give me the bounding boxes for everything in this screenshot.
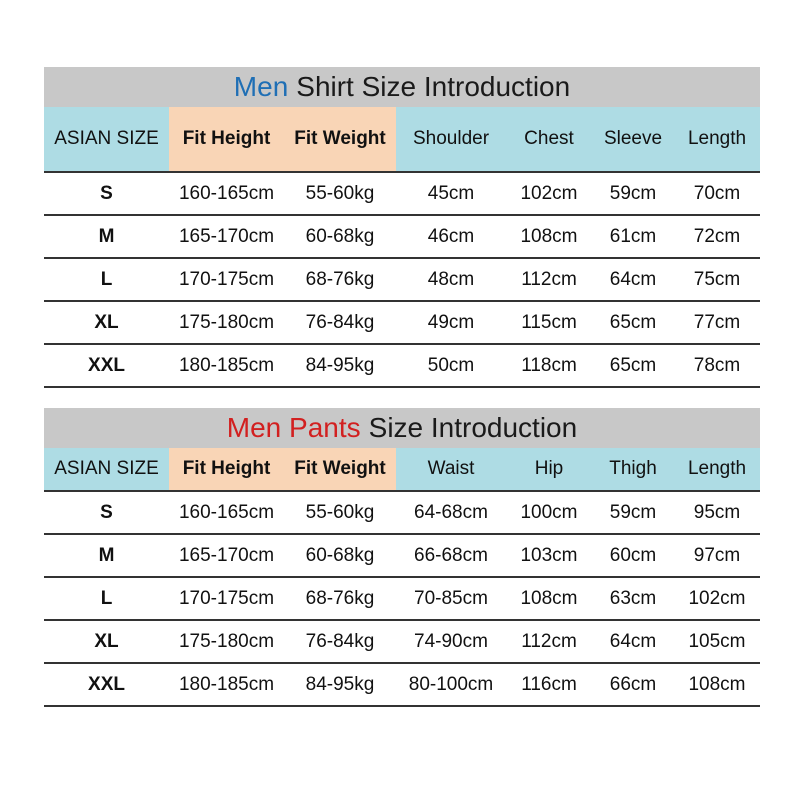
table-cell: 60cm bbox=[609, 544, 657, 566]
table-cell: 84-95kg bbox=[305, 673, 375, 695]
size-label: XXL bbox=[88, 673, 125, 695]
table-cell: 72cm bbox=[693, 225, 741, 247]
table-cell: 118cm bbox=[521, 354, 577, 376]
table-row bbox=[44, 216, 760, 259]
table-row bbox=[44, 621, 760, 664]
table-cell: 66cm bbox=[609, 673, 657, 695]
table-cell: 55-60kg bbox=[305, 501, 375, 523]
size-label: XL bbox=[94, 630, 119, 652]
table-cell: 46cm bbox=[427, 225, 475, 247]
table-cell: 100cm bbox=[520, 501, 578, 523]
table-cell: 74-90cm bbox=[414, 630, 488, 652]
table-cell: 65cm bbox=[609, 354, 657, 376]
table-cell: 180-185cm bbox=[178, 354, 275, 376]
measurement-header: Hip bbox=[534, 458, 564, 479]
table-row bbox=[44, 664, 760, 707]
size-label: M bbox=[98, 225, 115, 247]
table-cell: 64-68cm bbox=[414, 501, 488, 523]
shirt-title-rest: Shirt Size Introduction bbox=[296, 71, 571, 102]
table-cell: 60-68kg bbox=[305, 544, 375, 566]
table-cell: 102cm bbox=[688, 587, 746, 609]
table-cell: 97cm bbox=[693, 544, 741, 566]
table-cell: 160-165cm bbox=[178, 182, 275, 204]
measurement-header: Length bbox=[687, 128, 747, 149]
measurement-header: Length bbox=[687, 458, 747, 479]
measurement-header: Sleeve bbox=[603, 128, 663, 149]
pants-title-rest: Size Introduction bbox=[368, 412, 578, 443]
table-cell: 55-60kg bbox=[305, 182, 375, 204]
pants-header-row bbox=[44, 448, 760, 492]
table-cell: 175-180cm bbox=[178, 630, 275, 652]
table-cell: 70-85cm bbox=[414, 587, 488, 609]
table-row bbox=[44, 492, 760, 535]
shirt-size-table bbox=[44, 67, 760, 388]
table-cell: 77cm bbox=[693, 311, 741, 333]
table-row bbox=[44, 535, 760, 578]
table-cell: 102cm bbox=[520, 182, 578, 204]
table-cell: 68-76kg bbox=[305, 268, 375, 290]
measurement-header: Shoulder bbox=[412, 128, 490, 149]
table-cell: 115cm bbox=[521, 311, 577, 333]
fit-weight-header: Fit Weight bbox=[284, 107, 396, 171]
table-cell: 95cm bbox=[693, 501, 741, 523]
shirt-header-row bbox=[44, 107, 760, 173]
pants-table-title bbox=[44, 408, 760, 448]
table-cell: 160-165cm bbox=[178, 501, 275, 523]
size-label: M bbox=[98, 544, 115, 566]
table-cell: 103cm bbox=[520, 544, 578, 566]
table-cell: 170-175cm bbox=[178, 587, 275, 609]
table-cell: 49cm bbox=[427, 311, 475, 333]
table-cell: 175-180cm bbox=[178, 311, 275, 333]
table-row bbox=[44, 173, 760, 216]
table-cell: 180-185cm bbox=[178, 673, 275, 695]
table-row bbox=[44, 259, 760, 302]
fit-height-header: Fit Height bbox=[169, 448, 284, 490]
table-cell: 76-84kg bbox=[305, 630, 375, 652]
table-cell: 112cm bbox=[521, 268, 577, 290]
size-column-header: ASIAN SIZE bbox=[54, 458, 159, 479]
size-label: S bbox=[100, 501, 113, 523]
pants-rows bbox=[44, 492, 760, 707]
measurement-header: Thigh bbox=[609, 458, 657, 479]
table-cell: 75cm bbox=[693, 268, 741, 290]
table-cell: 64cm bbox=[609, 268, 657, 290]
table-cell: 59cm bbox=[609, 182, 657, 204]
table-cell: 108cm bbox=[520, 587, 578, 609]
table-cell: 61cm bbox=[609, 225, 657, 247]
size-label: L bbox=[100, 587, 113, 609]
table-cell: 116cm bbox=[521, 673, 577, 695]
shirt-rows bbox=[44, 173, 760, 388]
size-label: XXL bbox=[88, 354, 125, 376]
table-cell: 165-170cm bbox=[178, 225, 275, 247]
table-cell: 63cm bbox=[609, 587, 657, 609]
pants-title-accent: Men Pants bbox=[226, 412, 361, 443]
table-cell: 50cm bbox=[427, 354, 475, 376]
size-label: XL bbox=[94, 311, 119, 333]
table-cell: 65cm bbox=[609, 311, 657, 333]
table-row bbox=[44, 578, 760, 621]
table-cell: 76-84kg bbox=[305, 311, 375, 333]
size-column-header: ASIAN SIZE bbox=[54, 128, 159, 149]
table-cell: 84-95kg bbox=[305, 354, 375, 376]
shirt-title-accent: Men bbox=[233, 71, 289, 102]
table-cell: 112cm bbox=[521, 630, 577, 652]
table-cell: 108cm bbox=[520, 225, 578, 247]
measurement-header: Waist bbox=[427, 458, 475, 479]
table-cell: 48cm bbox=[427, 268, 475, 290]
size-label: S bbox=[100, 182, 113, 204]
size-label: L bbox=[100, 268, 113, 290]
table-cell: 78cm bbox=[693, 354, 741, 376]
table-cell: 59cm bbox=[609, 501, 657, 523]
fit-weight-header: Fit Weight bbox=[284, 448, 396, 490]
table-row bbox=[44, 345, 760, 388]
table-cell: 80-100cm bbox=[408, 673, 494, 695]
table-cell: 68-76kg bbox=[305, 587, 375, 609]
table-cell: 70cm bbox=[693, 182, 741, 204]
table-cell: 45cm bbox=[427, 182, 475, 204]
fit-height-header: Fit Height bbox=[169, 107, 284, 171]
table-cell: 64cm bbox=[609, 630, 657, 652]
table-cell: 60-68kg bbox=[305, 225, 375, 247]
table-cell: 108cm bbox=[688, 673, 746, 695]
shirt-table-title bbox=[44, 67, 760, 107]
table-cell: 165-170cm bbox=[178, 544, 275, 566]
table-cell: 66-68cm bbox=[414, 544, 488, 566]
pants-size-table bbox=[44, 408, 760, 707]
table-cell: 170-175cm bbox=[178, 268, 275, 290]
table-row bbox=[44, 302, 760, 345]
table-cell: 105cm bbox=[688, 630, 746, 652]
measurement-header: Chest bbox=[524, 128, 574, 149]
